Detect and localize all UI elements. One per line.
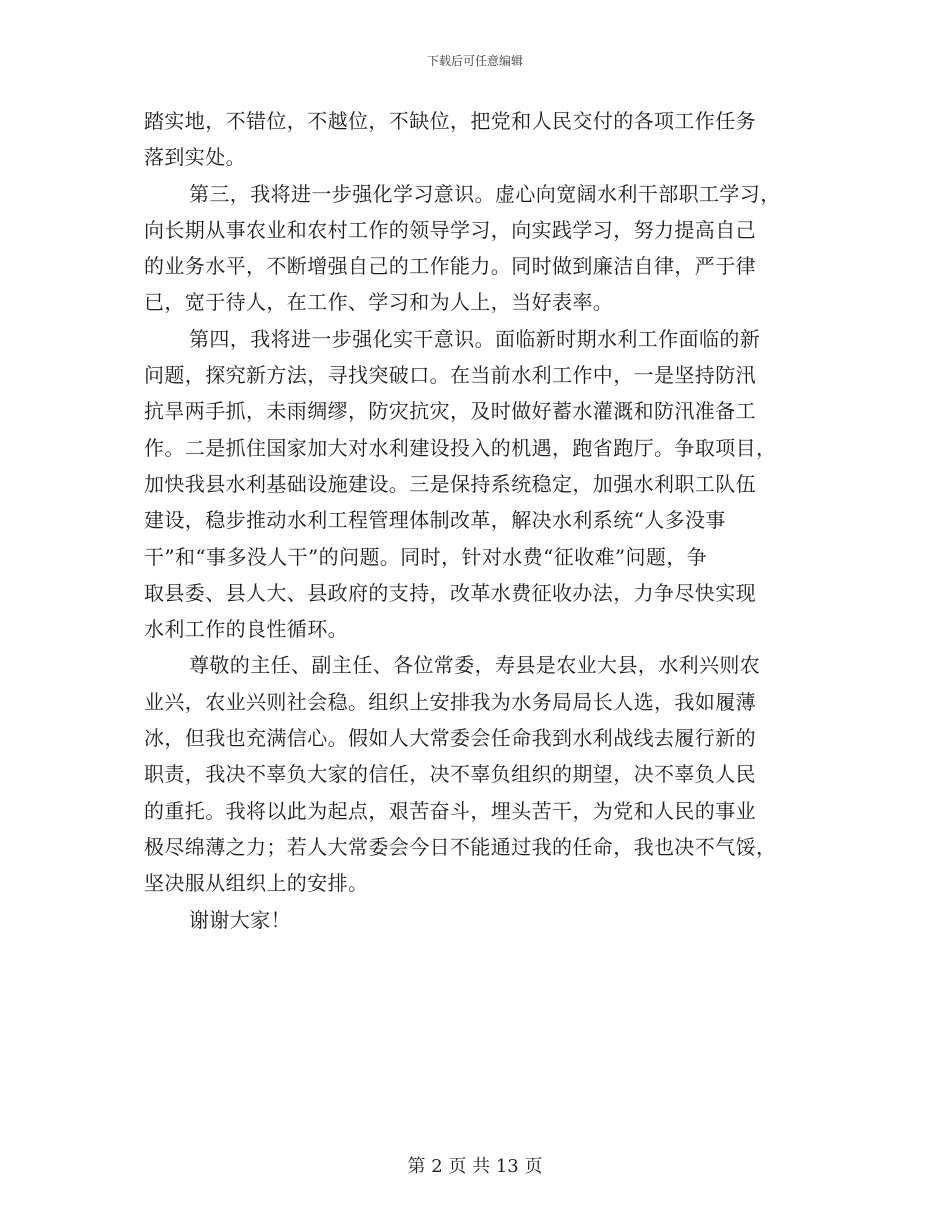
paragraph-start: 谢谢大家！	[189, 907, 291, 932]
text-line: 干”和“事多没人干”的问题。同时，针对水费“征收难”问题，争	[144, 544, 708, 569]
text-line: 极尽绵薄之力；若人大常委会今日不能通过我的任命，我也决不气馁，	[144, 834, 777, 859]
text-line: 落到实处。	[144, 145, 246, 170]
text-line: 问题，探究新方法，寻找突破口。在当前水利工作中，一是坚持防汛	[144, 363, 756, 388]
page-number: 第 2 页 共 13 页	[407, 1156, 543, 1177]
document-body	[144, 103, 814, 938]
text-line: 作。二是抓住国家加大对水利建设投入的机遇，跑省跑厅。争取项目，	[144, 435, 777, 460]
text-line: 踏实地，不错位，不越位，不缺位，把党和人民交付的各项工作任务	[144, 109, 756, 133]
text-line: 建设，稳步推动水利工程管理体制改革，解决水利系统“人多没事	[144, 508, 726, 533]
page-header: 下载后可任意编辑	[426, 54, 523, 68]
text-line: 冰，但我也充满信心。假如人大常委会任命我到水利战线去履行新的	[144, 726, 756, 751]
text-line: 坚决服从组织上的安排。	[144, 871, 369, 896]
text-line: 向长期从事农业和农村工作的领导学习，向实践学习，努力提高自己	[144, 217, 756, 242]
text-line: 的重托。我将以此为起点，艰苦奋斗，埋头苦干，为党和人民的事业	[144, 798, 756, 823]
text-line: 的业务水平，不断增强自己的工作能力。同时做到廉洁自律，严于律	[144, 254, 756, 279]
text-line: 职责，我决不辜负大家的信任，决不辜负组织的期望，决不辜负人民	[144, 762, 756, 787]
text-line: 取县委、县人大、县政府的支持，改革水费征收办法，力争尽快实现	[144, 580, 756, 605]
text-line: 水利工作的良性循环。	[144, 617, 348, 642]
paragraph-start: 尊敬的主任、副主任、各位常委，寿县是农业大县，水利兴则农	[189, 653, 761, 678]
text-line: 已，宽于待人，在工作、学习和为人上，当好表率。	[144, 290, 614, 315]
paragraph-start: 第四，我将进一步强化实干意识。面临新时期水利工作面临的新	[189, 326, 761, 351]
text-line: 抗旱两手抓，未雨绸缪，防灾抗灾，及时做好蓄水灌溉和防汛准备工	[144, 399, 756, 424]
paragraph-start: 第三，我将进一步强化学习意识。虚心向宽阔水利干部职工学习，	[189, 181, 781, 206]
text-line: 加快我县水利基础设施建设。三是保持系统稳定，加强水利职工队伍	[144, 471, 756, 496]
text-line: 业兴，农业兴则社会稳。组织上安排我为水务局局长人选，我如履薄	[144, 689, 756, 714]
